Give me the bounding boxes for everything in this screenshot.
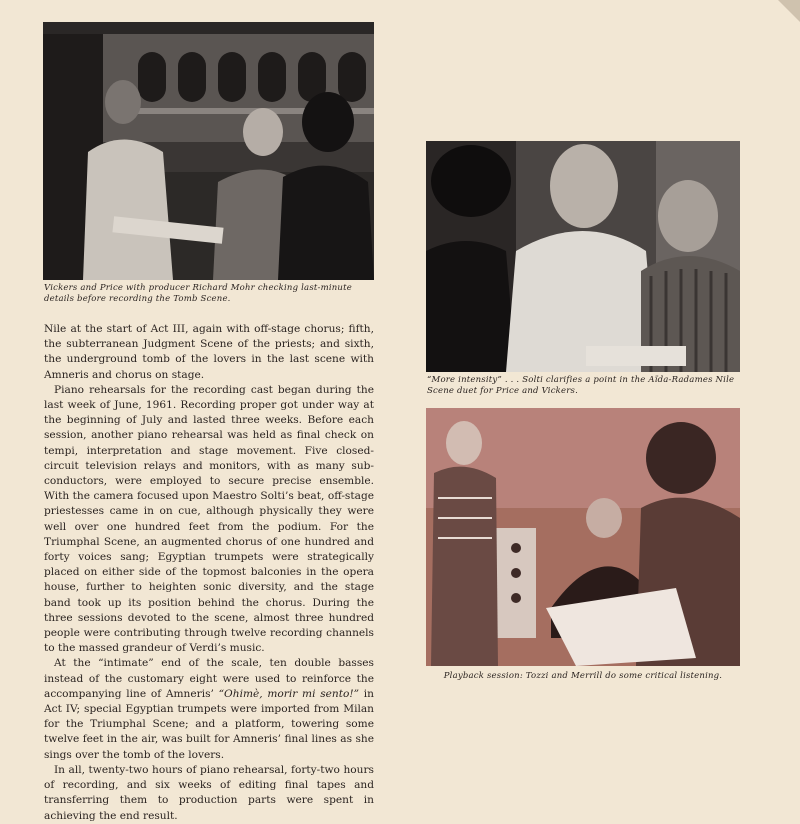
page-corner-curl [778,0,800,22]
caption-tomb-scene: Vickers and Price with producer Richard Mohr checking last-minute details before recording the Tomb Scene. [44,283,352,304]
paragraph-1: Nile at the start of Act III, again with off-stage chorus; fifth, the subterranean Judgment Scene of the priests; and sixth, the underground tomb of the lovers in the last scene with Amneris and chorus on stage. [44,323,374,381]
paragraph-3-end: in Act IV; special Egyptian trumpets were imported from Milan for the Triumphal Scene; and a platform, towering some twelve feet in the air, was built for Amneris’ final lines as she sings over the tomb of the lovers. [44,687,374,761]
caption-solti-intensity: “More intensity” . . . Solti clarifies a point in the Aïda-Radames Nile Scene duet for Price and Vickers. [427,375,735,396]
caption-playback-session: Playback session: Tozzi and Merrill do some critical listening. [443,671,723,681]
photo-playback-session [426,408,740,666]
photo-tomb-scene [43,22,374,280]
photo-solti-intensity [426,141,740,372]
aria-title: “Ohimè, morir mi sento!” [218,687,360,700]
paragraph-2: Piano rehearsals for the recording cast began during the last week of June, 1961. Recording proper got under way at the beginning of July and lasted three weeks. Before each session, another piano rehearsal was held as final check on tempi, interpretation and stage movement. Five closed-circuit television relays and monitors, with as many sub-conductors, were employed to secure precise ensemble. With the camera focused upon Maestro Solti’s beat, off-stage priestesses came in on cue, although physically they were well over one hundred feet from the podium. For the Triumphal Scene, an augmented chorus of one hundred and forty voices sang; Egyptian trumpets were strategically placed on either side of the topmost balconies in the opera house, further to heighten sonic diversity, and the stage band took up its position behind the chorus. During the three sessions devoted to the scene, almost three hundred people were contributing through twelve recording channels to the massed grandeur of Verdi’s music. [44,383,374,655]
article-body [44,322,374,824]
paragraph-4: In all, twenty-two hours of piano rehearsal, forty-two hours of recording, and six weeks of editing final tapes and transferring them to production parts were spent in achieving the end result. [44,763,374,822]
paragraph-3-start: At the “intimate” end of the scale, ten double basses instead of the customary eight were used to reinforce the accompanying line of Amneris’ [44,657,374,700]
